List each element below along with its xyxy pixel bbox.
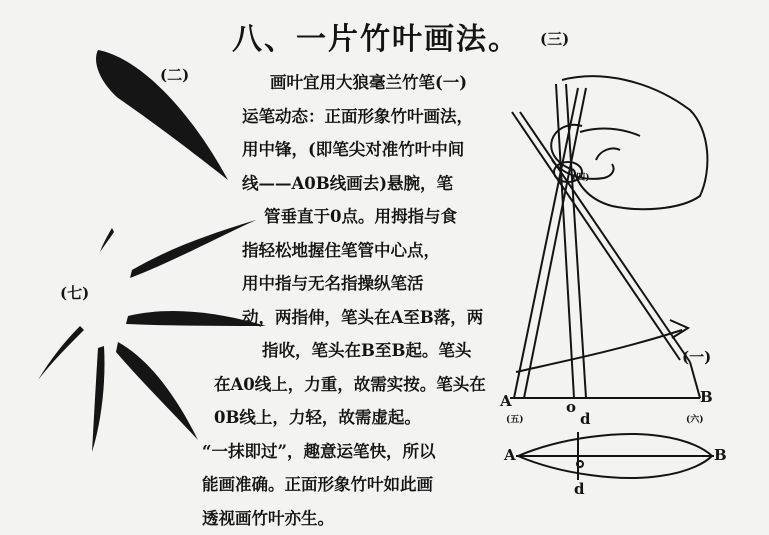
figure-label-1: (一) bbox=[682, 346, 711, 367]
text-line: 透视画竹叶亦生。 bbox=[202, 502, 542, 535]
text-line: 动，两指伸，笔头在A至B落，两 bbox=[242, 301, 542, 335]
text-line: 运笔动态：正面形象竹叶画法， bbox=[242, 100, 542, 134]
text-line: 能画准确。正面形象竹叶如此画 bbox=[202, 468, 542, 502]
diagram-note-six: (六) bbox=[686, 412, 704, 425]
diagram-label-o: o bbox=[566, 398, 576, 416]
figure-label-7: (七) bbox=[60, 282, 89, 303]
figure-label-3: (三) bbox=[540, 28, 569, 49]
leaf-diagram-label-a: A bbox=[504, 446, 516, 464]
diagram-label-d: d bbox=[580, 410, 591, 428]
diagram-note-four: (四) bbox=[572, 170, 590, 183]
diagram-note-five: (五) bbox=[506, 412, 524, 425]
text-line: 线——A0B线画去)悬腕，笔 bbox=[242, 167, 542, 201]
diagram-label-b: B bbox=[700, 388, 713, 406]
diagram-label-a: A bbox=[500, 392, 512, 410]
text-line: 管垂直于0点。用拇指与食 bbox=[242, 200, 542, 234]
text-line: 用中指与无名指操纵笔活 bbox=[242, 267, 542, 301]
page-title: 八、一片竹叶画法。 bbox=[232, 14, 520, 58]
main-text bbox=[242, 66, 542, 535]
text-line: 画叶宜用大狼毫兰竹笔(一) bbox=[242, 66, 542, 100]
leaf-diagram-label-b: B bbox=[714, 446, 727, 464]
leaf-outline-diagram bbox=[516, 432, 714, 480]
text-line: 指收，笔头在B至B起。笔头 bbox=[242, 334, 542, 368]
text-line: 指轻松地握住笔管中心点， bbox=[242, 234, 542, 268]
leaf-diagram-label-d: d bbox=[574, 480, 585, 498]
text-line: 0B线上，力轻，故需虚起。 bbox=[214, 401, 542, 435]
text-line: 用中锋，(即笔尖对准竹叶中间 bbox=[242, 133, 542, 167]
text-line: 在A0线上，力重，故需实按。笔头在 bbox=[214, 368, 542, 402]
text-line: “一抹即过”，趣意运笔快，所以 bbox=[202, 435, 542, 469]
figure-label-2: (二) bbox=[160, 64, 189, 85]
